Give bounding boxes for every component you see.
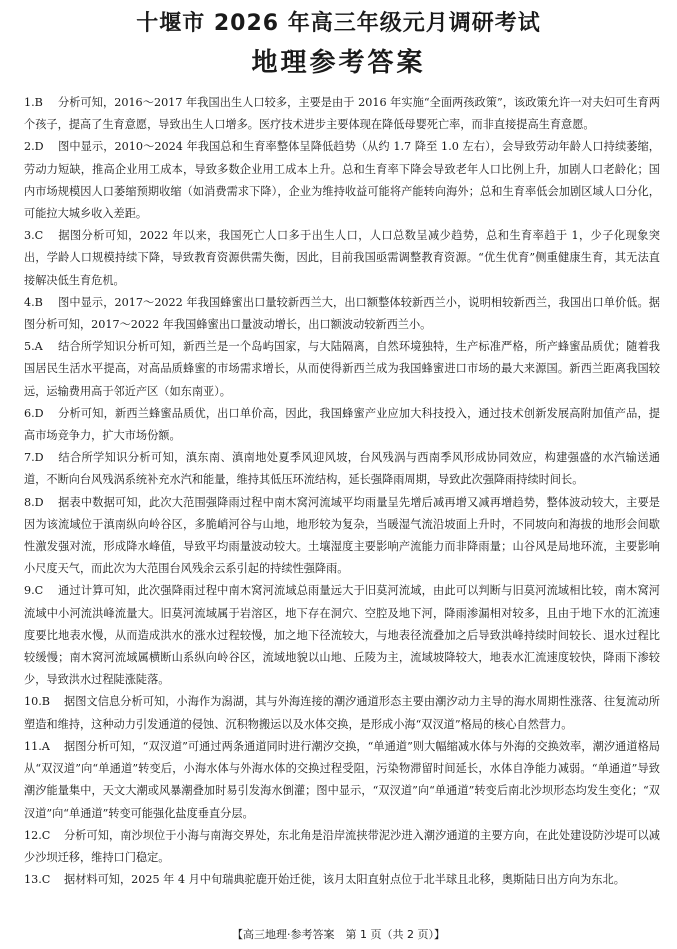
- answer-number: 4.B: [24, 295, 43, 309]
- answer-explanation: 据图分析可知，“双汊道”可通过两条通道同时进行潮汐交换，“单通道”则大幅缩减水体与外海的交换效率，潮汐通道格局从“双汊道”向“单通道”转变后，小海水体与外海水体的交换过程受阻，污染物滞留时间延长，水体自净能力减弱。“单通道”导致潮汐能量集中，天文大潮或风暴潮叠加时易引发海水倒灌；图中显示，“双汊道”向“单通道”转变后南北沙坝形态均发生变化；“双汊道”向“单通道”转变可能强化盐度垂直分层。: [24, 739, 660, 820]
- answer-explanation: 据表中数据可知，此次大范围强降雨过程中南木窝河流域平均雨量呈先增后减再增又减再增趋势，整体波动较大，主要是因为该流域位于滇南纵向岭谷区，多脆峭河谷与山地，地形较为复杂，当暖湿气流沿坡面上升时，不同坡向和海拔的地形会间歇性激发强对流，形成降水峰值，导致平均雨量波动较大。土壤湿度主要影响产流能力而非降雨量；山谷风是局地环流，主要影响小尺度天气，而此次为大范围台风残余云系引起的持续性强降雨。: [24, 495, 660, 576]
- answer-explanation: 图中显示，2010～2024 年我国总和生育率整体呈降低趋势（从约 1.7 降至 1.0 左右），会导致劳动年龄人口持续萎缩，劳动力短缺，推高企业用工成本，导致多数企业用工成本上升。总和生育率下降会导致老年人口比例上升，加剧人口老龄化；国内市场规模因人口萎缩预期收缩（如消费需求下降），企业为维持收益可能将产能转向海外；总和生育率低会加剧区域人口分化，可能拉大城乡收入差距。: [24, 140, 660, 221]
- answer-item: [24, 403, 660, 447]
- answer-explanation: 分析可知，2016～2017 年我国出生人口较多，主要是由于 2016 年实施“全面两孩政策”，该政策允许一对夫妇可生育两个孩子，提高了生育意愿，导致出生人口增多。医疗技术进步主要体现在降低母婴死亡率，而非直接提高生育意愿。: [24, 96, 660, 132]
- answer-number: 3.C: [24, 229, 44, 243]
- answer-number: 8.D: [24, 495, 44, 509]
- answer-item: [24, 292, 660, 336]
- answer-item: [24, 736, 660, 825]
- answer-number: 1.B: [24, 96, 43, 109]
- answer-number: 13.C: [24, 873, 51, 887]
- answer-number: 12.C: [24, 828, 51, 842]
- answer-number: 10.B: [24, 695, 51, 709]
- answer-item: [24, 869, 660, 891]
- answer-explanation: 据图分析可知，2022 年以来，我国死亡人口多于出生人口，人口总数呈减少趋势，总和生育率趋于 1，少子化现象突出，学龄人口规模持续下降，导致教育资源供需失衡，因此，目前我国亟需调整教育资源。“优生优育”侧重健康生育，其无法直接解决低生育危机。: [24, 229, 660, 287]
- answer-explanation: 结合所学知识分析可知，滇东南、滇南地处夏季风迎风坡，台风残涡与西南季风形成协同效应，构建强盛的水汽输送通道，不断向台风残涡系统补充水汽和能量，维持其低压环流结构，延长强降雨周期，导致此次强降雨持续时间长。: [24, 451, 660, 487]
- page-footer: 【高三地理·参考答案 第 1 页（共 2 页）】: [232, 928, 445, 941]
- answer-number: 7.D: [24, 451, 44, 465]
- answer-key-title: 地理参考答案: [251, 48, 426, 78]
- answer-item: [24, 336, 660, 403]
- answer-explanation: 分析可知，新西兰蜂蜜品质优，出口单价高，因此，我国蜂蜜产业应加大科技投入，通过技术创新发展高附加值产品，提高市场竞争力，扩大市场份额。: [24, 406, 660, 443]
- answer-item: [24, 225, 660, 292]
- answer-explanation: 据图文信息分析可知，小海作为潟湖，其与外海连接的潮汐通道形态主要由潮汐动力主导的海水周期性涨落、往复流动所塑造和维持，这种动力引发通道的侵蚀、沉积物搬运以及水体交换，是形成小海“双汊道”格局的核心自然营力。: [24, 695, 660, 731]
- answer-number: 5.A: [24, 340, 43, 354]
- answer-explanation: 结合所学知识分析可知，新西兰是一个岛屿国家，与大陆隔离，自然环境独特，生产标准严格，所产蜂蜜品质优；随着我国居民生活水平提高，对高品质蜂蜜的市场需求增长，从而使得新西兰成为我国蜂蜜进口市场的最大来源国。新西兰距离我国较远，运输费用高于邻近产区（如东南亚）。: [24, 340, 660, 398]
- answer-explanation: 据材料可知，2025 年 4 月中旬瑞典驼鹿开始迁徙，该月太阳直射点位于北半球且北移，奥斯陆日出方向为东北。: [64, 873, 625, 887]
- answer-item: [24, 580, 660, 691]
- answer-item: [24, 492, 660, 581]
- answer-item: [24, 691, 660, 735]
- answer-number: 6.D: [24, 406, 44, 420]
- answer-explanation: 图中显示，2017～2022 年我国蜂蜜出口量较新西兰大，出口额整体较新西兰小，说明相较新西兰，我国出口单价低。据图分析可知，2017～2022 年我国蜂蜜出口量波动增长，出口额波动较新西兰小。: [24, 295, 660, 332]
- answer-number: 9.C: [24, 584, 44, 598]
- answer-item: [24, 92, 660, 136]
- answer-item: [24, 825, 660, 869]
- answer-explanation: 分析可知，南沙坝位于小海与南海交界处，东北角是沿岸流挟带泥沙进入潮汐通道的主要方向，在此处建设防沙堤可以减少沙坝迁移，维持口门稳定。: [24, 828, 660, 864]
- exam-title: 十堰市 2026 年高三年级元月调研考试: [136, 11, 541, 36]
- answer-list: [24, 92, 660, 891]
- answer-number: 11.A: [24, 739, 50, 753]
- answer-number: 2.D: [24, 140, 44, 154]
- answer-item: [24, 447, 660, 491]
- answer-explanation: 通过计算可知，此次强降雨过程中南木窝河流域总雨量远大于旧莫河流域，由此可以判断与旧莫河流域相比较，南木窝河流域中小河流洪峰流量大。旧莫河流域属于岩溶区，地下存在洞穴、空腔及地下河，降雨渗漏相对较多，且由于地下水的汇流速度要比地表水慢，从而造成洪水的涨水过程较慢，加之地下径流较大，与地表径流叠加之后导致洪峰持续时间较长、退水过程比较缓慢；南木窝河流域属横断山系纵向岭谷区，流域地貌以山地、丘陵为主，流域坡降较大，地表水汇流速度较快，降雨下渗较少，导致洪水过程陡涨陡落。: [24, 584, 660, 687]
- answer-item: [24, 136, 660, 225]
